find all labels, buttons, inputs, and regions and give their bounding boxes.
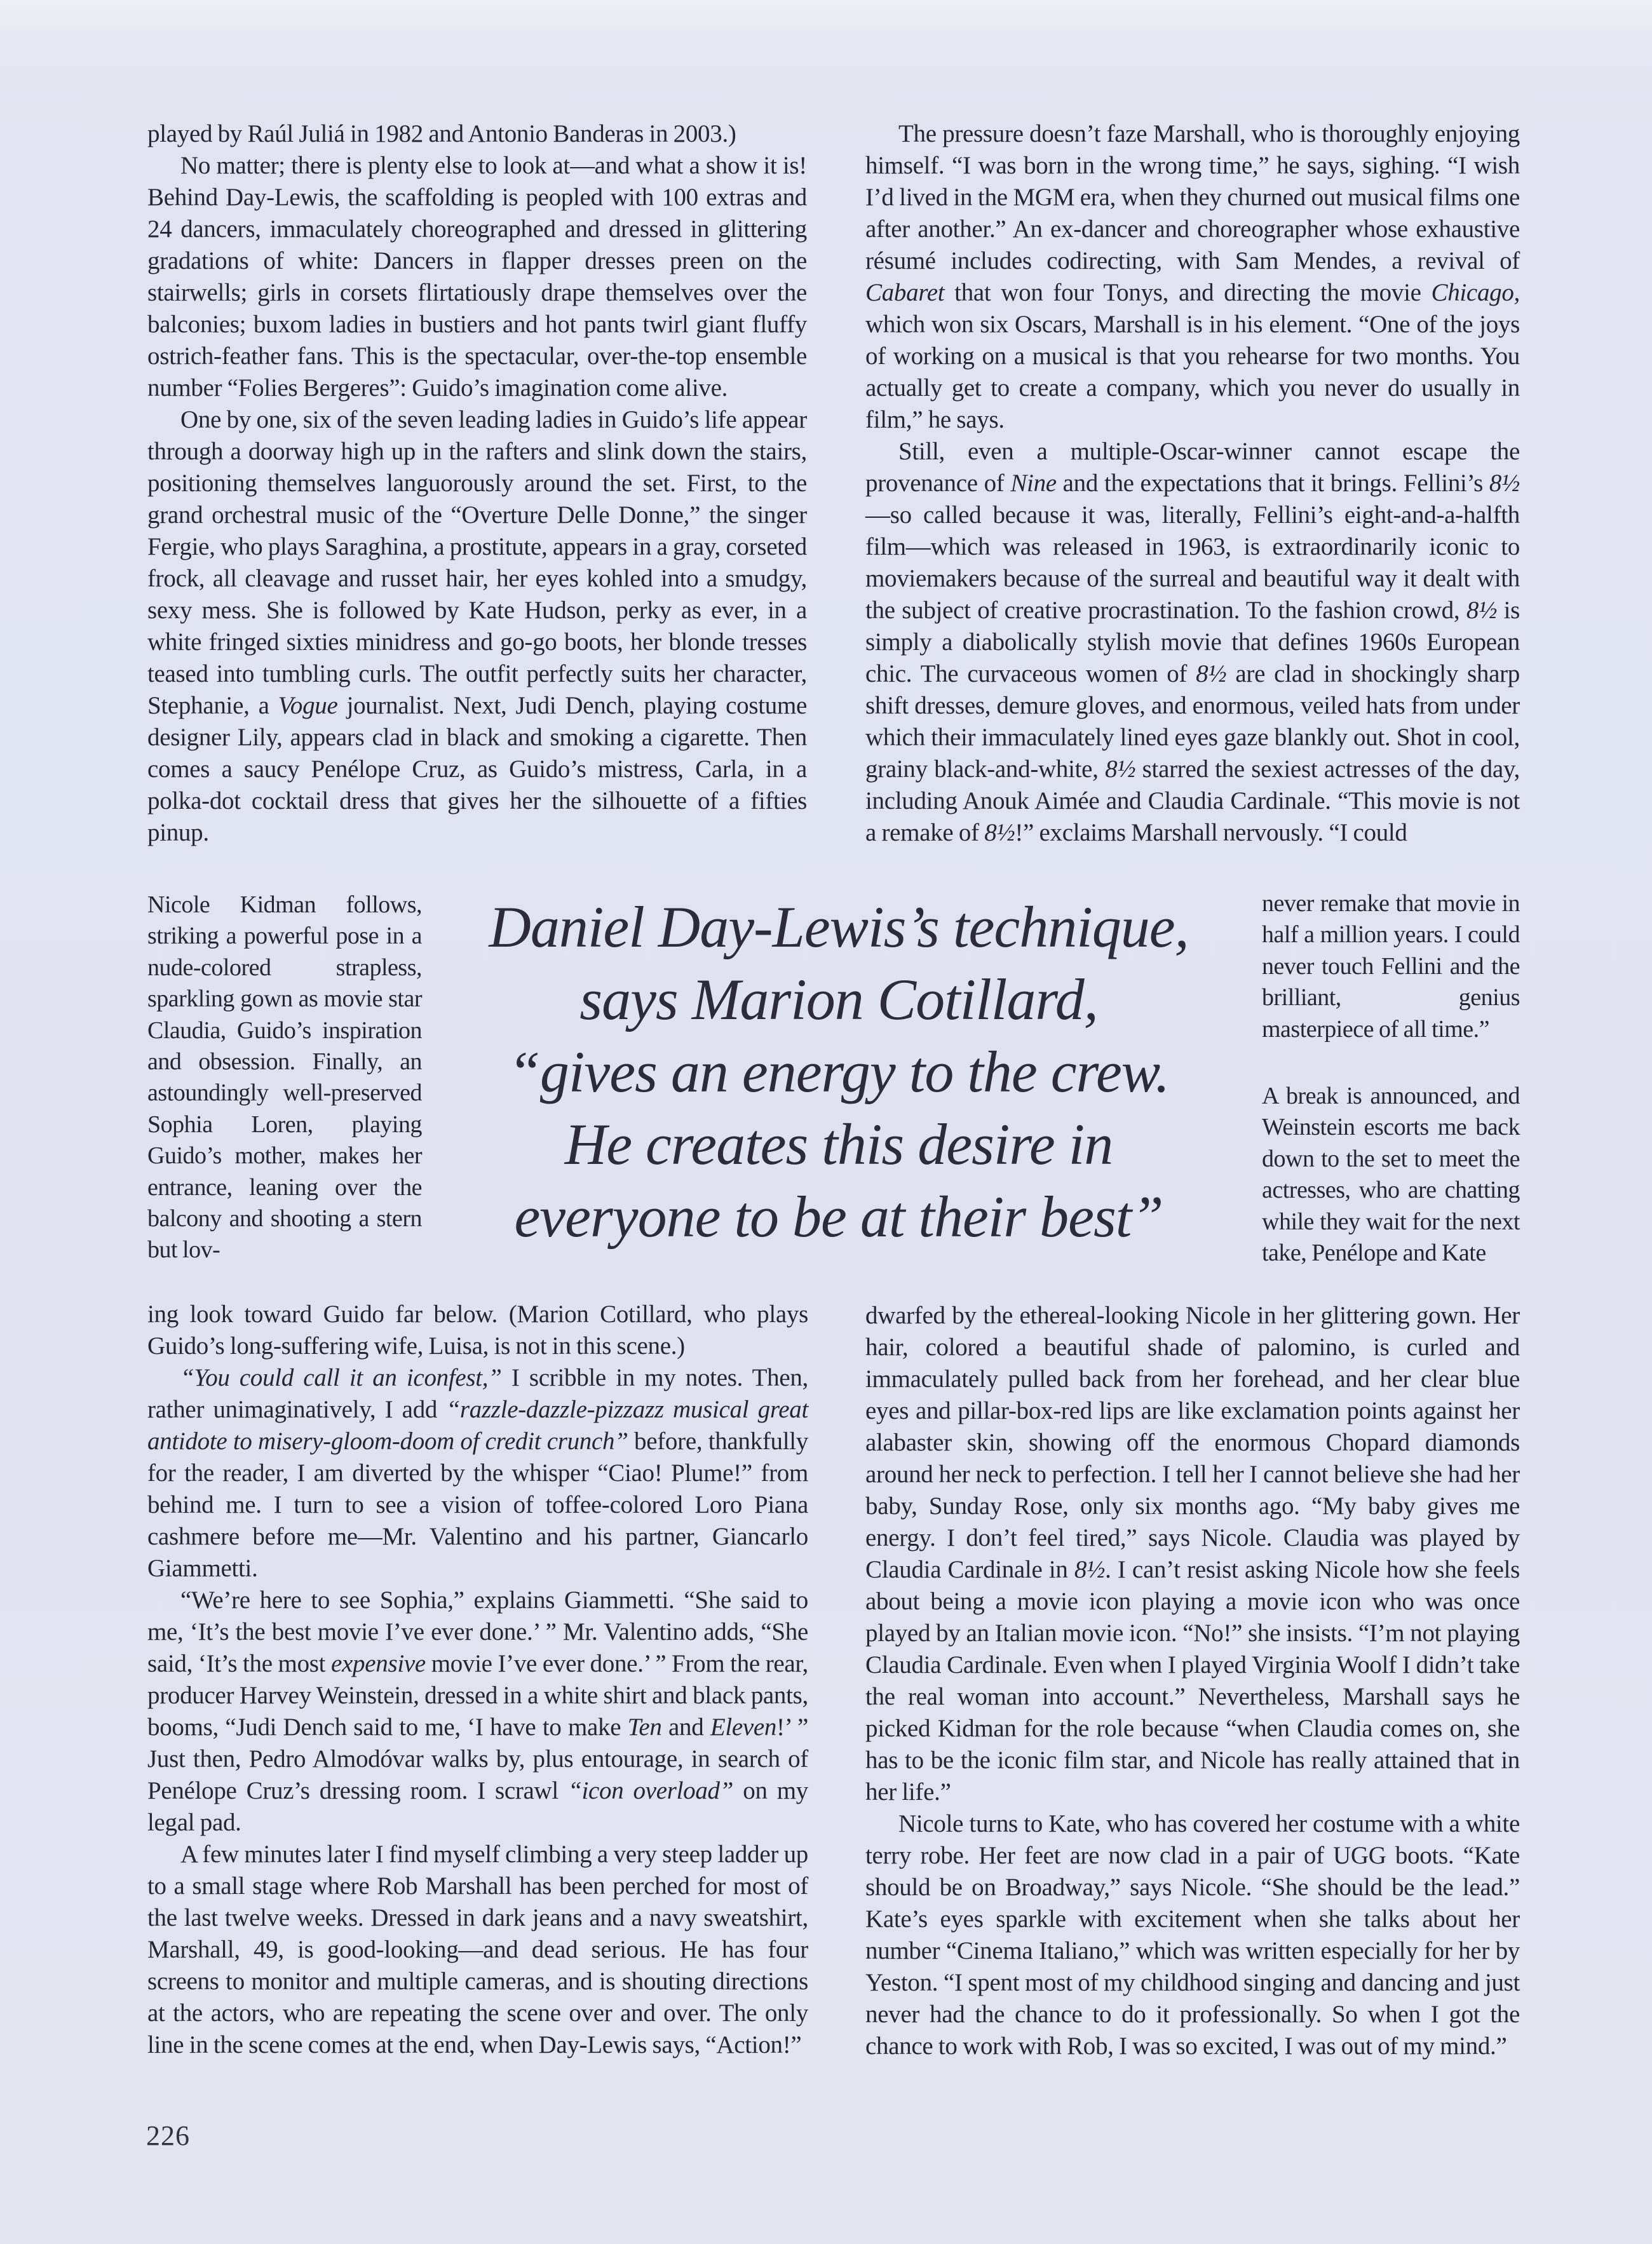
paragraph: never remake that movie in half a million years. I could never touch Fellini and the brilliant, genius masterpiece of all time.” (1262, 890, 1520, 1043)
pull-quote-line: everyone to be at their best” (514, 1184, 1163, 1249)
paragraph: Nicole Kidman follows, striking a powerful pose in a nude-colored strapless, sparkling gown as movie star Claudia, Guido’s inspiration and obsession. Finally, an astoundingly well-preserved Sophia Loren, playing Guido’s mother, makes her entrance, leaning over the balcony and shooting a stern but lov- (147, 891, 422, 1264)
paragraph: played by Raúl Juliá in 1982 and Antonio Banderas in 2003.) (147, 120, 736, 147)
pull-quote-line: Daniel Day-Lewis’s technique, (489, 895, 1189, 959)
pull-quote-line: says Marion Cotillard, (579, 967, 1098, 1032)
pull-quote-line: He creates this desire in (564, 1112, 1113, 1177)
paragraph: Nicole turns to Kate, who has covered her costume with a white terry robe. Her feet are now clad in a pair of UGG boots. “Kate should be on Broadway,” says Nicole. “She should be the lead.” Kate’s eyes sparkle with excitement when she talks about her number “Cinema Italiano,” which was written especially for her by Yeston. “I spent most of my childhood singing and dancing and just never had the chance to do it professionally. So when I got the chance to work with Rob, I was so excited, I was out of my mind.” (865, 1810, 1520, 2060)
paragraph: dwarfed by the ethereal-looking Nicole in her glittering gown. Her hair, colored a beautiful shade of palomino, is curled and immaculately pulled back from her forehead, and her clear blue eyes and pillar-box-red lips are like exclamation points against her alabaster skin, showing off the enormous Chopard diamonds around her neck to perfection. I tell her I cannot believe she had her baby, Sunday Rose, only six months ago. “My baby gives me energy. I don’t feel tired,” says Nicole. Claudia was played by Claudia Cardinale in 8½. I can’t resist asking Nicole how she feels about being a movie icon playing a movie icon who was once played by an Italian movie icon. “No!” she insists. “I’m not playing Claudia Cardinale. Even when I played Virginia Woolf I didn’t take the real woman into account.” Nevertheless, Marshall says he picked Kidman for the role because “when Claudia comes on, she has to be the iconic film star, and Nicole has really attained that in her life.” (865, 1302, 1520, 1806)
paragraph: A break is announced, and Weinstein escorts me back down to the set to meet the actresses, who are chatting while they wait for the next take, Penélope and Kate (1262, 1083, 1520, 1267)
pull-quote (438, 891, 1239, 1253)
left-column-bottom (147, 1299, 808, 2061)
paragraph: A few minutes later I find myself climbing a very steep ladder up to a small stage where Rob Marshall has been perched for most of the last twelve weeks. Dressed in dark jeans and a navy sweatshirt, Marshall, 49, is good-looking—and dead serious. He has four screens to monitor and multiple cameras, and is shouting directions at the actors, who are repeating the scene over and over. The only line in the scene comes at the end, when Day-Lewis says, “Action!” (147, 1841, 808, 2058)
right-column-bottom (865, 1300, 1520, 2062)
left-column-narrow (147, 889, 422, 1266)
paragraph: The pressure doesn’t faze Marshall, who is thoroughly enjoying himself. “I was born in the wrong time,” he says, sighing. “I wish I’d lived in the MGM era, when they churned out musical films one after another.” An ex-dancer and choreographer whose exhaustive résumé includes codirecting, with Sam Mendes, a revival of Cabaret that won four Tonys, and directing the movie Chicago, which won six Oscars, Marshall is in his element. “One of the joys of working on a musical is that you rehearse for two months. You actually get to create a company, which you never do usually in film,” he says. (865, 120, 1520, 433)
paragraph: “You could call it an iconfest,” I scribble in my notes. Then, rather unimaginatively, I add “razzle-dazzle-pizzazz musical great antidote to misery-gloom-doom of credit crunch” before, thankfully for the reader, I am diverted by the whisper “Ciao! Plume!” from behind me. I turn to see a vision of toffee-colored Loro Piana cashmere before me—Mr. Valentino and his partner, Giancarlo Giammetti. (147, 1364, 808, 1582)
paragraph: ing look toward Guido far below. (Marion Cotillard, who plays Guido’s long-suffering wife, Luisa, is not in this scene.) (147, 1301, 808, 1360)
paragraph: “We’re here to see Sophia,” explains Giammetti. “She said to me, ‘It’s the best movie I’ve ever done.’ ” Mr. Valentino adds, “She said, ‘It’s the most expensive movie I’ve ever done.’ ” From the rear, producer Harvey Weinstein, dressed in a white shirt and black pants, booms, “Judi Dench said to me, ‘I have to make Ten and Eleven!’ ” Just then, Pedro Almodóvar walks by, plus entourage, in search of Penélope Cruz’s dressing room. I scrawl “icon overload” on my legal pad. (147, 1586, 809, 1836)
right-column-top (865, 118, 1520, 849)
left-column-top (147, 118, 807, 849)
page-number: 226 (146, 2120, 190, 2151)
paragraph: No matter; there is plenty else to look at—and what a show it is! Behind Day-Lewis, the scaffolding is peopled with 100 extras and 24 dancers, immaculately choreographed and dressed in glittering gradations of white: Dancers in flapper dresses preen on the stairwells; girls in corsets flirtatiously drape themselves over the balconies; buxom ladies in bustiers and hot pants twirl giant fluffy ostrich-feather fans. This is the spectacular, over-the-top ensemble number “Folies Bergeres”: Guido’s imagination come alive. (147, 152, 807, 402)
paragraph: One by one, six of the seven leading ladies in Guido’s life appear through a doorway high up in the rafters and slink down the stairs, positioning themselves languorously around the set. First, to the grand orchestral music of the “Overture Delle Donne,” the singer Fergie, who plays Saraghina, a prostitute, appears in a gray, corseted frock, all cleavage and russet hair, her eyes kohled into a smudgy, sexy mess. She is followed by Kate Hudson, perky as ever, in a white fringed sixties minidress and go-go boots, her blonde tresses teased into tumbling curls. The outfit perfectly suits her character, Stephanie, a Vogue journalist. Next, Judi Dench, playing costume designer Lily, appears clad in black and smoking a cigarette. Then comes a saucy Penélope Cruz, as Guido’s mistress, Carla, in a polka-dot cocktail dress that gives her the silhouette of a fifties pinup. (147, 406, 808, 846)
right-column-narrow (1262, 888, 1520, 1269)
paragraph: Still, even a multiple-Oscar-winner cannot escape the provenance of Nine and the expectations that it brings. Fellini’s 8½—so called because it was, literally, Fellini’s eight-and-a-halfth film—which was released in 1963, is extraordinarily iconic to moviemakers because of the surreal and beautiful way it dealt with the subject of creative procrastination. To the fashion crowd, 8½ is simply a diabolically stylish movie that defines 1960s European chic. The curvaceous women of 8½ are clad in shockingly sharp shift dresses, demure gloves, and enormous, veiled hats from under which their immaculately lined eyes gaze blankly out. Shot in cool, grainy black-and-white, 8½ starred the sexiest actresses of the day, including Anouk Aimée and Claudia Cardinale. “This movie is not a remake of 8½!” exclaims Marshall nervously. “I could (865, 438, 1520, 846)
pull-quote-line: “gives an energy to the crew. (508, 1039, 1170, 1104)
